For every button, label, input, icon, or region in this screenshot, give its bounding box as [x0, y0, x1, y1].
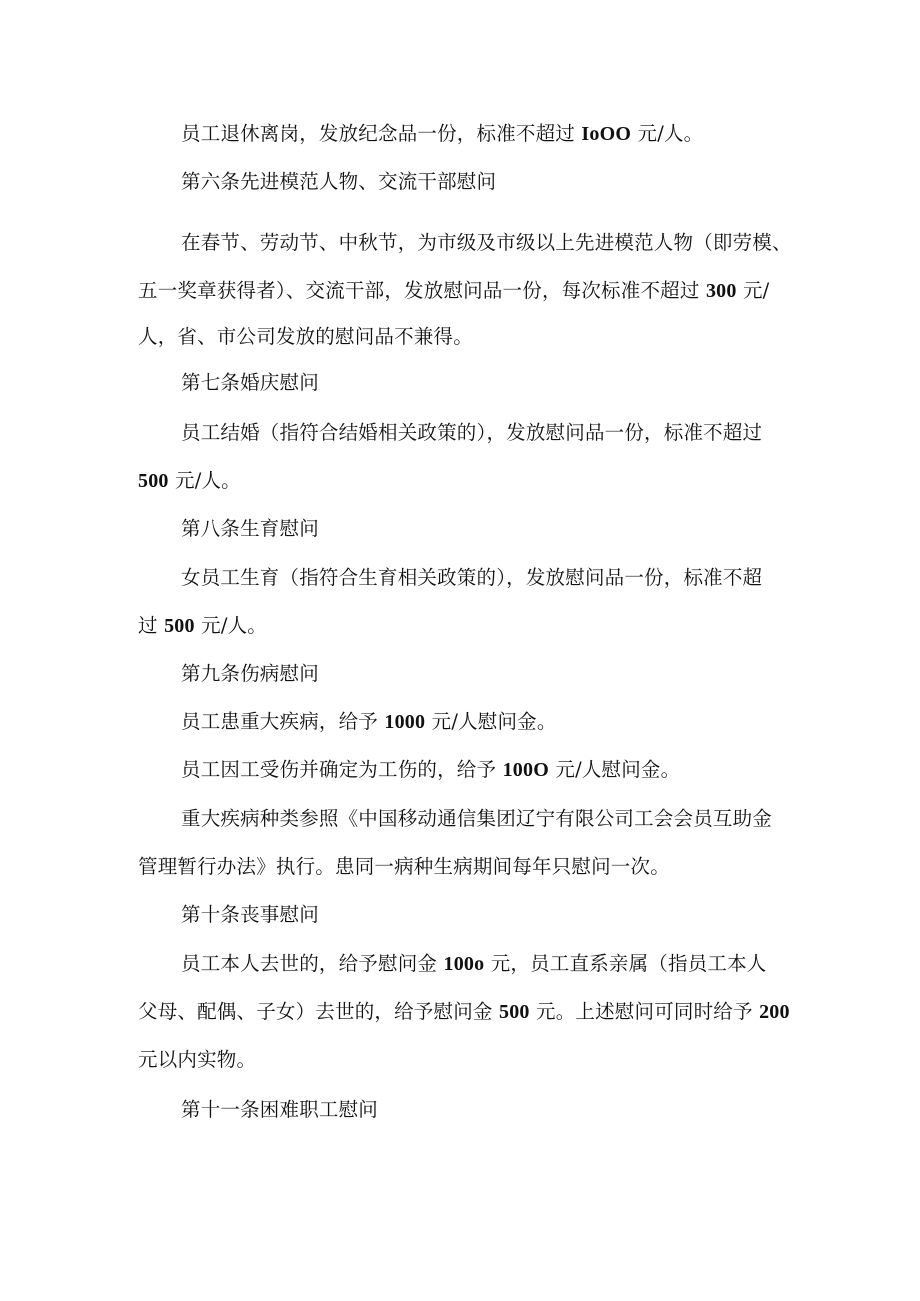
article-9-paragraph-2: [181, 756, 680, 784]
article-7-line-2: [138, 467, 241, 495]
amount: 500: [499, 1001, 530, 1023]
article-10-line-1: [181, 950, 767, 978]
article-8-line-2: [138, 612, 267, 640]
text-segment: 员工患重大疾病，给予: [181, 710, 385, 733]
amount: 100o: [443, 953, 485, 975]
article-11-heading: 第十一条困难职工慰问: [181, 1098, 379, 1121]
text-segment: 元/人慰问金。: [548, 758, 681, 781]
amount: IoOO: [581, 123, 632, 145]
article-10-line-2: [138, 998, 790, 1026]
text-segment: 元/: [736, 279, 770, 302]
amount: 300: [705, 280, 737, 302]
paragraph-retirement: [181, 120, 703, 148]
article-6-line-1: 在春节、劳动节、中秋节，为市级及市级以上先进模范人物（即劳模、: [181, 231, 792, 254]
text-segment: 员工本人去世的，给予慰问金: [181, 952, 444, 975]
text-segment: 元，员工直系亲属（指员工本人: [484, 952, 767, 975]
article-8-heading: 第八条生育慰问: [181, 517, 319, 540]
amount: 1000: [384, 711, 426, 733]
article-9-paragraph-3-line-2: 管理暂行办法》执行。患同一病种生病期间每年只慰问一次。: [138, 855, 670, 878]
text-segment: 五一奖章获得者）、交流干部，发放慰问品一份，每次标准不超过: [138, 279, 706, 302]
article-6-heading: 第六条先进模范人物、交流干部慰问: [181, 170, 497, 193]
article-7-line-1: 员工结婚（指符合结婚相关政策的），发放慰问品一份，标准不超过: [181, 421, 763, 444]
text-segment: 元/人。: [631, 122, 704, 145]
amount: 100O: [502, 759, 549, 781]
article-8-line-1: 女员工生育（指符合生育相关政策的），发放慰问品一份，标准不超: [181, 566, 763, 589]
text-segment: 元/人慰问金。: [425, 710, 557, 733]
text-segment: 员工退休离岗，发放纪念品一份，标准不超过: [181, 122, 582, 145]
text-segment: 父母、配偶、子女）去世的，给予慰问金: [138, 1000, 499, 1023]
text-segment: 元/人。: [168, 469, 241, 492]
text-segment: 员工因工受伤并确定为工伤的，给予: [181, 758, 503, 781]
article-10-line-3: 元以内实物。: [138, 1048, 257, 1071]
article-10-heading: 第十条丧事慰问: [181, 903, 319, 926]
amount: 500: [164, 615, 195, 637]
article-9-paragraph-1: [181, 708, 557, 736]
article-6-line-3: 人，省、市公司发放的慰问品不兼得。: [138, 325, 473, 348]
text-segment: 元。上述慰问可同时给予: [529, 1000, 760, 1023]
text-segment: 元/人。: [194, 614, 267, 637]
amount: 200: [759, 1001, 790, 1023]
text-segment: 过: [138, 614, 165, 637]
article-6-line-2: [138, 277, 769, 305]
article-9-paragraph-3-line-1: 重大疾病种类参照《中国移动通信集团辽宁有限公司工会会员互助金: [181, 807, 773, 830]
article-7-heading: 第七条婚庆慰问: [181, 371, 319, 394]
article-9-heading: 第九条伤病慰问: [181, 662, 319, 685]
amount: 500: [138, 470, 169, 492]
